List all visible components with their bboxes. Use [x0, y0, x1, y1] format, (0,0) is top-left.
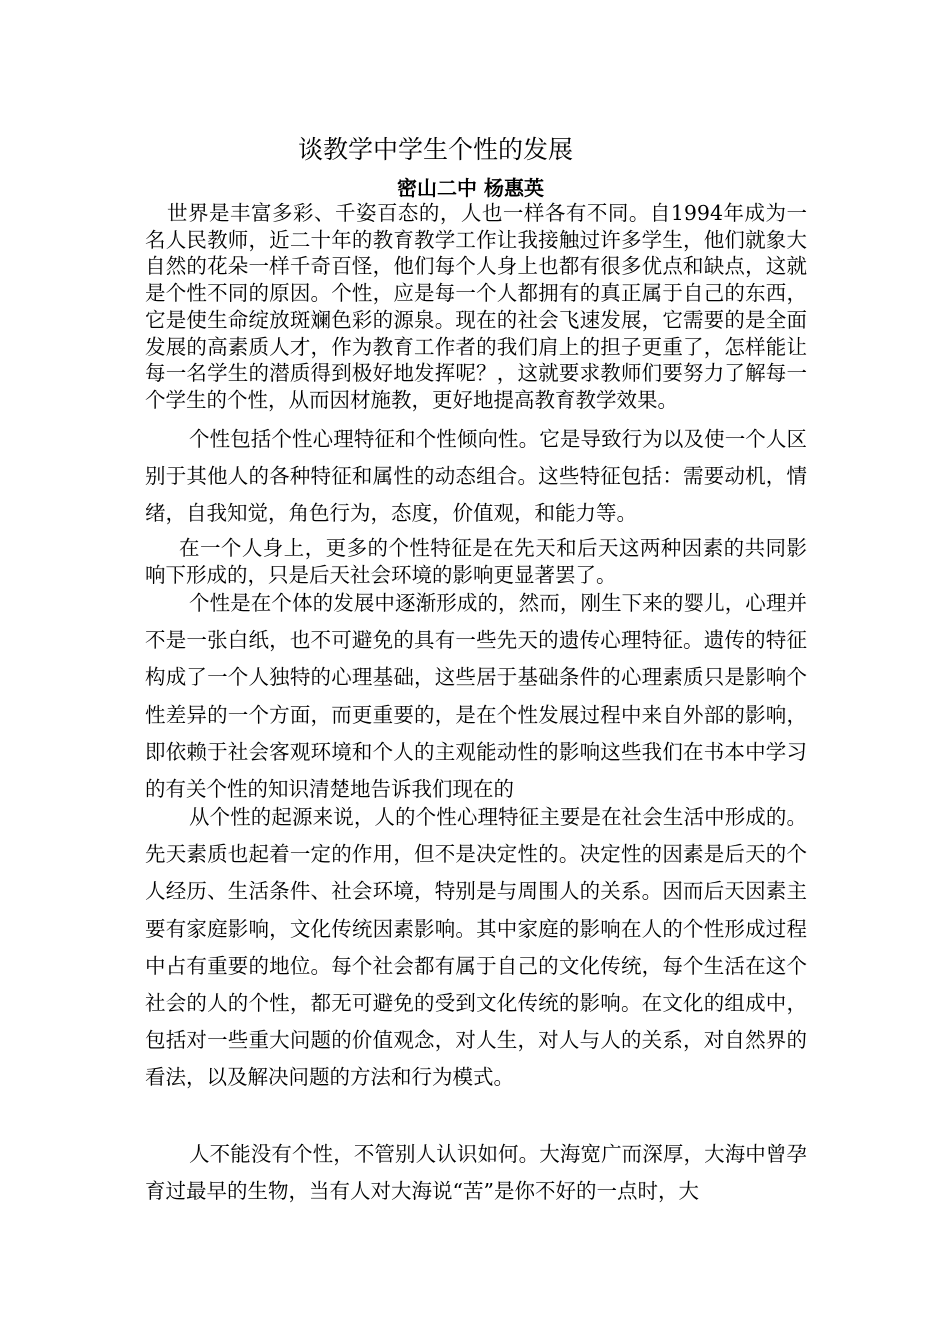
- document-title: 谈教学中学生个性的发展: [298, 135, 574, 164]
- paragraph-definition: 个性包括个性心理特征和个性倾向性。它是导致行为以及使一个人区别于其他人的各种特征和属性的动态组合。这些特征包括：需要动机，情绪，自我知觉，角色行为，态度，价值观，和能力等。: [145, 427, 807, 526]
- paragraph-sea: 人不能没有个性，不管别人认识如何。大海宽广而深厚，大海中曾孕育过最早的生物，当有人对大海说“苦”是你不好的一点时，大: [145, 1142, 807, 1204]
- author-line: 密山二中 杨惠英: [397, 176, 544, 200]
- paragraph-development: 个性是在个体的发展中逐渐形成的，然而，刚生下来的婴儿，心理并不是一张白纸，也不可避免的具有一些先天的遗传心理特征。遗传的特征构成了一个人独特的心理基础，这些居于基础条件的心理素质只是影响个性差异的一个方面，而更重要的，是在个性发展过程中来自外部的影响，即依赖于社会客观环境和个人的主观能动性的影响这些我们在书本中学习的有关个性的知识清楚地告诉我们现在的: [145, 591, 807, 802]
- paragraph-influence: 在一个人身上，更多的个性特征是在先天和后天这两种因素的共同影响下形成的，只是后天社会环境的影响更显著罢了。: [145, 536, 807, 587]
- paragraph-origin: 从个性的起源来说，人的个性心理特征主要是在社会生活中形成的。先天素质也起着一定的作用，但不是决定性的。决定性的因素是后天的个人经历、生活条件、社会环境，特别是与周围人的关系。因而后天因素主要有家庭影响，文化传统因素影响。其中家庭的影响在人的个性形成过程中占有重要的地位。每个社会都有属于自己的文化传统，每个生活在这个社会的人的个性，都无可避免的受到文化传统的影响。在文化的组成中，包括对一些重大问题的价值观念，对人生，对人与人的关系，对自然界的看法，以及解决问题的方法和行为模式。: [145, 805, 807, 1090]
- paragraph-intro: 世界是丰富多彩、千姿百态的，人也一样各有不同。自1994年成为一名人民教师，近二十年的教育教学工作让我接触过许多学生，他们就象大自然的花朵一样千奇百怪，他们每个人身上也都有很多优点和缺点，这就是个性不同的原因。个性，应是每一个人都拥有的真正属于自己的东西，它是使生命绽放斑斓色彩的源泉。现在的社会飞速发展，它需要的是全面发展的高素质人才，作为教育工作者的我们肩上的担子更重了，怎样能让每一名学生的潜质得到极好地发挥呢？，这就要求教师们要努力了解每一个学生的个性，从而因材施教，更好地提高教育教学效果。: [145, 201, 807, 412]
